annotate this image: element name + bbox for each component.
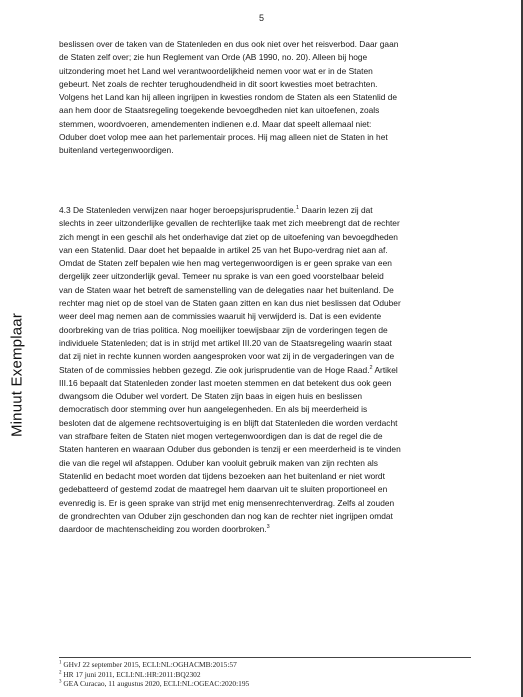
text-segment: 4.3 De Statenleden verwijzen naar hoger beroepsjurisprudentie. [59,205,296,215]
footnote-number: 2 [59,670,62,676]
text-line: gebeurt. Net zoals de rechter terughoudendheid in dit soort kwesties moet betrachten. [59,78,378,89]
text-line: beslissen over de taken van de Statenleden en dus ook niet over het reisverbod. Daar gaan [59,39,399,49]
text-line: die van die regel wil afstappen. Oduber kan vooluit gebruik maken van zijn rechten als [59,457,378,468]
text-line: buitenland vertegenwoordigen. [59,145,174,156]
text-line: evenredig is. Er is geen sprake van strijd met enig mensenrechtenverdrag. Zelfs al zouden [59,497,395,508]
text-line: van strafbare feiten de Staten niet mogen vertegenwoordigen dan is dat de regel die de [59,431,383,442]
text-line: aan hem door de Staatsregeling toegekende bevoegdheden niet kan uitoefenen, zoals [59,105,380,116]
footnote [59,670,471,680]
footnote-ref: 1 [295,205,300,212]
paragraph-2 [59,204,471,536]
footnote-text: GHvJ 22 september 2015, ECLI:NL:OGHACMB:2015:57 [61,660,237,669]
text-segment: Staten of de commissies hebben gezegd. Zie ook jurisprudentie van de Hoge Raad. [59,364,370,375]
text-line [59,364,471,377]
text-line: III.16 bepaalt dat Statenleden zonder last moeten stemmen en dat betekent dus ook geen [59,377,392,388]
text-line: Staten hanteren en waaraan Oduber dus gebonden is tenzij er een meerderheid is te vinden [59,444,401,455]
text-line: dwangsom die Oduber wel vordert. De Staten zijn baas in eigen huis en beslissen [59,391,363,402]
text-line: dergelijk zeer uitzonderlijk geval. Temeer nu sprake is van een goed voorstelbaar beleid [59,271,384,282]
text-segment: Daarin lezen zij dat [299,205,373,215]
text-line: weer deel mag nemen aan de commissies waaruit hij verwijderd is. Dat is een evidente [59,311,382,322]
footnote-ref: 3 [266,524,270,531]
text-line: Volgens het Land kan hij alleen ingrijpen in kwesties rondom de Staten als een Statenlid de [59,92,398,103]
text-line: de grondrechten van Oduber zijn geschonden dan nog kan de rechter niet ingrijpen omdat [59,510,393,521]
text-line: Omdat de Staten zelf bepalen wie hen mag vertegenwoordigen is er geen sprake van een [59,258,392,269]
text-line: gedebatteerd of gestemd zodat de maatregel hem daarvan uit te sluiten proportioneel en [59,484,388,495]
page-number: 5 [258,13,264,23]
footnote-text: HR 17 juni 2011, ECLI:NL:HR:2011:BQ2302 [61,669,201,679]
text-line: Oduber doet volop mee aan het parlementair proces. Hij mag alleen niet de Staten in het [59,132,388,143]
text-line: Statenlid en bedacht moet worden dat tijdens bezoeken aan het buitenland er niet wordt [59,470,385,481]
text-line: doorbreking van de trias politica. Nog moeilijker toewijsbaar zijn de vorderingen tegen de [59,324,388,335]
footnote-ref: 2 [369,364,373,371]
text-line: van een Statenlid. Daar doet het bepaalde in artikel 25 van het Bupo-verdrag niet aan af. [59,244,388,255]
footnote [59,660,471,670]
text-line: individuele Statenleden; dat is in strijd met artikel III.20 van de Staatsregeling waarin staat [59,337,392,348]
footnotes [59,657,471,689]
text-line: van de Staten waar het betreft de samenstelling van de delegaties naar het buitenland. De [59,284,394,295]
text-line [59,204,471,217]
text-line: democratisch door stemming over hun aangelegenheden. En als bij meerderheid is [59,404,368,415]
text-line: uitzondering moet het Land wel verantwoordelijkheid nemen voor wat er in de Staten [59,65,373,76]
footnote-text: GEA Curacao, 11 augustus 2020, ECLI:NL:OGEAC:2020:195 [61,679,250,688]
text-line: stemmen, woordvoeren, amendementen indienen e.d. Maar dat speelt allemaal niet: [59,118,372,129]
text-segment: Artikel [372,364,398,375]
text-line: rechter mag niet op de stoel van de Staten gaan zitten en kan dus niet beslissen dat Oduber [59,298,401,309]
text-line: zich mengt in een geschil als het onderhavige dat ziet op de uitoefening van bevoegdheden [59,231,398,242]
text-line: de Staten zelf over; zie hun Reglement van Orde (AB 1990, no. 20). Alleen bij hoge [59,52,368,63]
text-segment: daardoor de machtenscheiding zou worden doorbroken. [59,524,267,535]
text-line: dat zij niet in rechte kunnen worden aangesproken voor wat zij in de vergaderingen van de [59,351,395,362]
paragraph-1 [59,38,471,158]
footnote-number: 1 [59,660,62,666]
footnote [59,679,471,689]
text-line: slechts in zeer uitzonderlijke gevallen de rechterlijke taak met zich meebrengt dat de rechter [59,218,400,229]
text-line: besloten dat de algemene rechtsovertuiging is en blijft dat Statenleden die worden verdacht [59,417,398,428]
text-line [59,523,471,536]
side-label: Minuut Exemplaar [8,312,26,438]
footnote-number: 3 [59,679,62,685]
